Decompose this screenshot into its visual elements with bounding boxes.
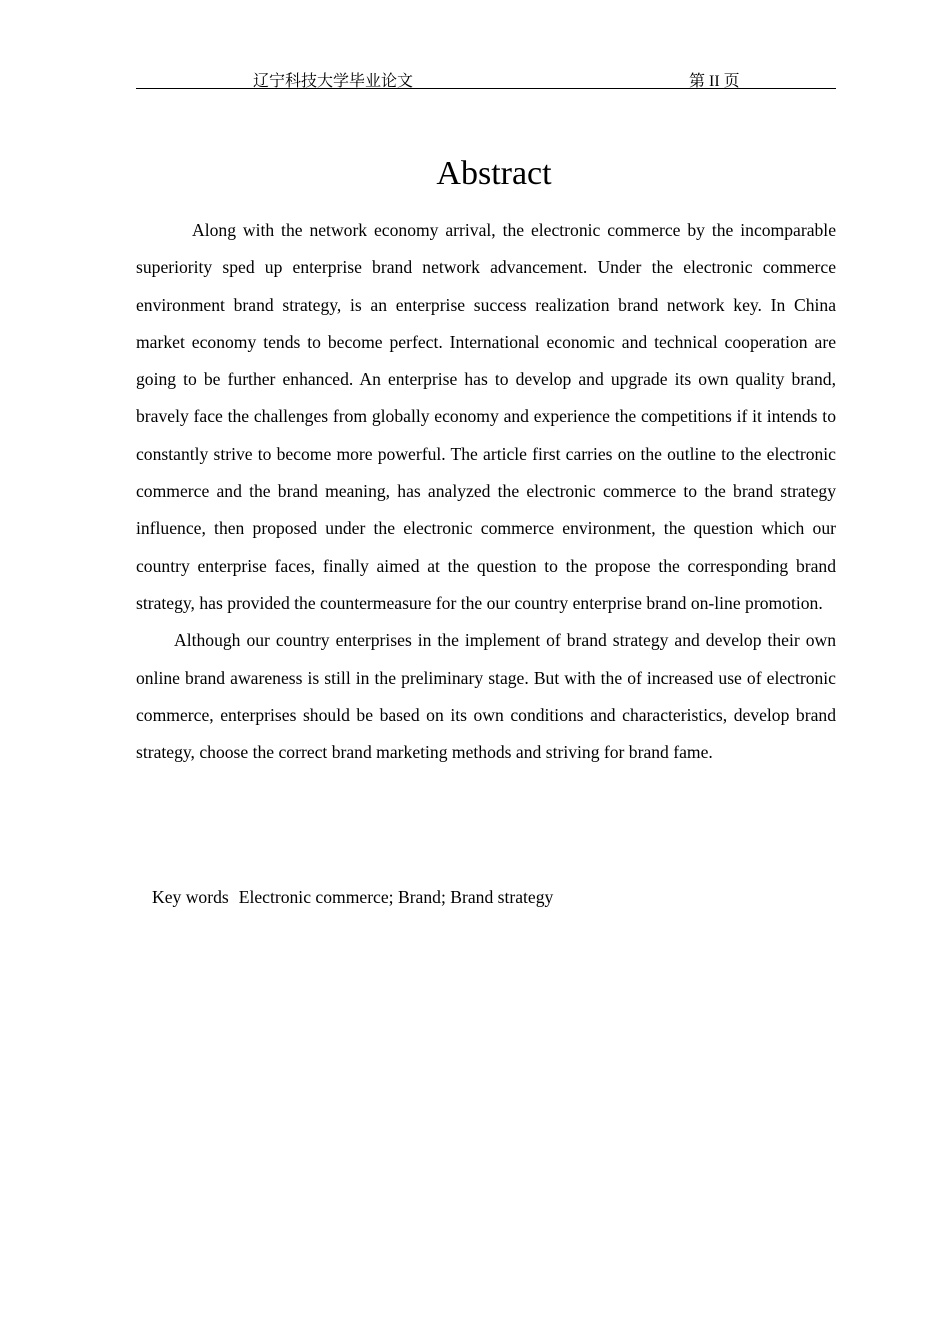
page-header xyxy=(136,66,836,89)
abstract-paragraph-1: Along with the network economy arrival, the electronic commerce by the incomparable superiority sped up enterprise brand network advancement. Under the electronic commerce environment brand strategy, is an enterprise success realization brand network key. In China market economy tends to become perfect. International economic and technical cooperation are going to be further enhanced. An enterprise has to develop and upgrade its own quality brand, bravely face the challenges from globally economy and experience the competitions if it intends to constantly strive to become more powerful. The article first carries on the outline to the electronic commerce and the brand meaning, has analyzed the electronic commerce to the brand strategy influence, then proposed under the electronic commerce environment, the question which our country enterprise faces, finally aimed at the question to the propose the corresponding brand strategy, has provided the countermeasure for the our country enterprise brand on-line promotion. xyxy=(136,220,836,613)
header-university-title: 辽宁科技大学毕业论文 xyxy=(253,73,414,90)
abstract-paragraph-2: Although our country enterprises in the implement of brand strategy and develop their own online brand awareness is still in the preliminary stage. But with the of increased use of electronic commerce, enterprises should be based on its own conditions and characteristics, develop brand strategy, choose the correct brand marketing methods and striving for brand fame. xyxy=(136,630,836,763)
keywords-value: Electronic commerce; Brand; Brand strategy xyxy=(238,887,554,907)
page-title: Abstract xyxy=(436,155,552,192)
keywords-label: Key words xyxy=(152,887,229,907)
keywords-line xyxy=(152,884,553,910)
abstract-body xyxy=(136,212,836,771)
header-page-number: 第 II 页 xyxy=(689,73,740,90)
